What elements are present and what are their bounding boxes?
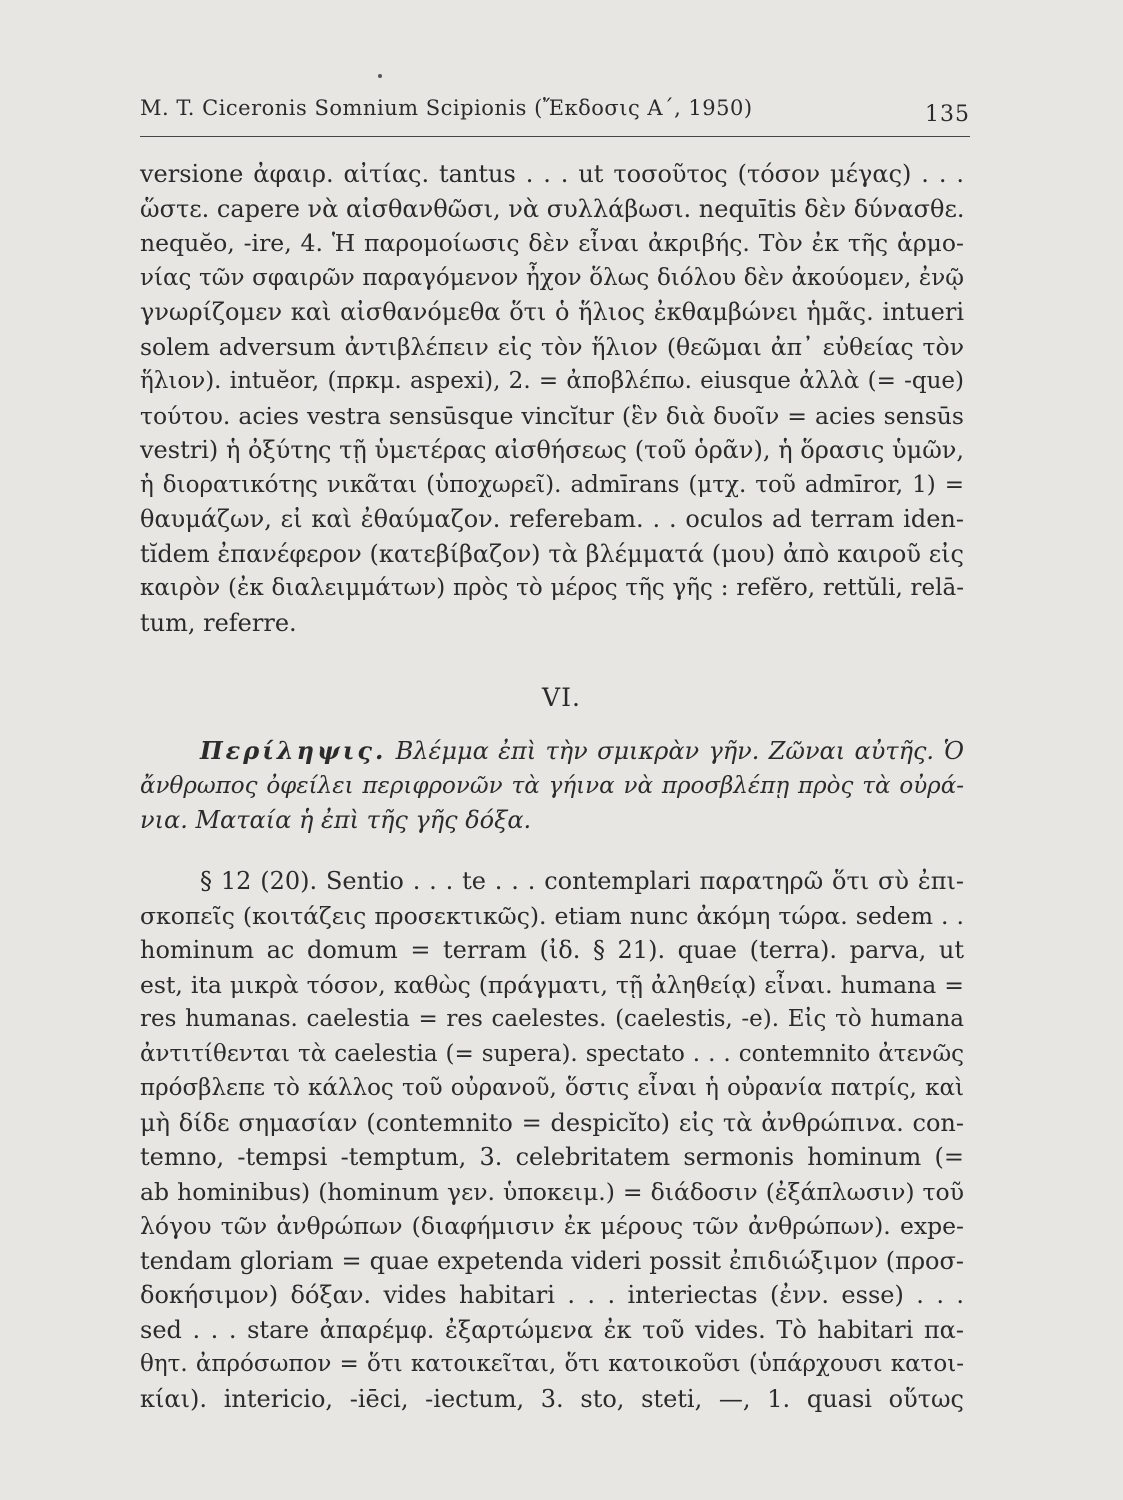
- text-line: θαυμάζων, εἰ καὶ ἐθαύμαζον. referebam. . . oculos ad terram iden-: [140, 505, 964, 533]
- text-line: δοκήσιμον) δόξαν. vides habitari . . . interiectas (ἐνν. esse) . . .: [140, 1281, 964, 1309]
- text-line: λόγου τῶν ἀνθρώπων (διαφήμισιν ἐκ μέρους τῶν ἀνθρώπων). expe-: [140, 1212, 964, 1240]
- text-line: tum, referre.: [140, 608, 297, 637]
- running-title: M. T. Ciceronis Somnium Scipionis (Ἔκδοσις Α΄, 1950): [140, 96, 753, 120]
- text-line: ὥστε. capere νὰ αἰσθανθῶσι, νὰ συλλάβωσι. nequītis δὲν δύνασθε.: [140, 194, 965, 223]
- text-line: solem adversum ἀντιβλέπειν εἰς τὸν ἥλιον (θεῶμαι ἀπ᾽ εὐθείας τὸν: [140, 332, 964, 361]
- running-header: [140, 96, 970, 137]
- page-number: 135: [925, 102, 970, 127]
- text-line: θητ. ἀπρόσωπον = ὅτι κατοικεῖται, ὅτι κατοικοῦσι (ὑπάρχουσι κατοι-: [140, 1351, 964, 1377]
- print-speck: [378, 74, 382, 78]
- text-line: τούτου. acies vestra sensūsque vincĭtur (ἓν διὰ δυοῖν = acies sensūs: [140, 401, 964, 430]
- text-line: μὴ δίδε σημασίαν (contemnito = despicĭto) εἰς τὰ ἀνθρώπινα. con-: [140, 1108, 964, 1137]
- text-line: versione ἀφαιρ. αἰτίας. tantus . . . ut τοσοῦτος (τόσον μέγας) . . .: [140, 160, 964, 188]
- text-line: πρόσβλεπε τὸ κάλλος τοῦ οὐρανοῦ, ὅστις εἶναι ἡ οὐρανία πατρίς, καὶ: [140, 1075, 964, 1101]
- text-line: res humanas. caelestia = res caelestes. (caelestis, -e). Εἰς τὸ humana: [140, 1006, 964, 1032]
- section-numeral: VI.: [542, 683, 581, 712]
- text-line: sed . . . stare ἀπαρέμφ. ἐξαρτώμενα ἐκ τοῦ vides. Τὸ habitari πα-: [140, 1315, 964, 1344]
- summary-line: ἄνθρωπος ὀφείλει περιφρονῶν τὰ γήινα νὰ προσβλέπῃ πρὸς τὰ οὐρά-: [140, 772, 964, 799]
- text-line: γνωρίζομεν καὶ αἰσθανόμεθα ὅτι ὁ ἥλιος ἐκθαμβώνει ἡμᾶς. intueri: [140, 298, 964, 326]
- text-line: ἡ διορατικότης νικᾶται (ὑποχωρεῖ). admīrans (μτχ. τοῦ admīror, 1) =: [140, 471, 964, 498]
- section-summary: [140, 734, 964, 838]
- text-line: νίας τῶν σφαιρῶν παραγόμενον ἦχον ὅλως διόλου δὲν ἀκούομεν, ἐνῷ: [140, 264, 964, 291]
- text-line: est, ita μικρὰ τόσον, καθὼς (πράγματι, τῇ ἀληθείᾳ) εἶναι. humana =: [140, 970, 964, 999]
- text-line: § 12 (20). Sentio . . . te . . . contemplari παρατηρῶ ὅτι σὺ ἐπι-: [200, 867, 964, 895]
- text-line: hominum ac domum = terram (ἰδ. § 21). quae (terra). parva, ut: [140, 936, 964, 964]
- commentary-top: [140, 157, 964, 640]
- summary-line: νια. Ματαία ἡ ἐπὶ τῆς γῆς δόξα.: [140, 806, 532, 834]
- summary-text: Βλέμμα ἐπὶ τὴν σμικρὰν γῆν. Ζῶναι αὐτῆς. Ὁ: [395, 737, 964, 765]
- text-line: καιρὸν (ἐκ διαλειμμάτων) πρὸς τὸ μέρος τῆς γῆς : refĕro, rettŭli, relā-: [140, 575, 964, 601]
- text-line: temno, -tempsi -temptum, 3. celebritatem sermonis hominum (=: [140, 1143, 964, 1171]
- text-line: tĭdem ἐπανέφερον (κατεβίβαζον) τὰ βλέμματά (μου) ἀπὸ καιροῦ εἰς: [140, 539, 964, 568]
- summary-lead: Περίληψις.: [200, 736, 387, 765]
- text-line: ab hominibus) (hominum γεν. ὑποκειμ.) = διάδοσιν (ἐξάπλωσιν) τοῦ: [140, 1177, 964, 1206]
- text-line: nequĕo, -ire, 4. Ἡ παρομοίωσις δὲν εἶναι ἀκριβής. Τὸν ἐκ τῆς ἁρμο-: [140, 229, 964, 257]
- text-line: σκοπεῖς (κοιτάζεις προσεκτικῶς). etiam nunc ἀκόμη τώρα. sedem . .: [140, 901, 964, 930]
- summary-line: [140, 734, 964, 769]
- text-line: ἀντιτίθενται τὰ caelestia (= supera). spectato . . . contemnito ἀτενῶς: [140, 1040, 964, 1067]
- commentary-bottom: [140, 864, 964, 1416]
- text-line: tendam gloriam = quae expetenda videri possit ἐπιδιώξιμον (προσ-: [140, 1246, 964, 1275]
- text-line: κίαι). intericio, -iēci, -iectum, 3. sto, steti, —, 1. quasi οὕτως: [140, 1384, 964, 1413]
- text-line: ἥλιον). intuĕor, (πρκμ. aspexi), 2. = ἀποβλέπω. eiusque ἀλλὰ (= -que): [140, 368, 964, 394]
- text-line: vestri) ἡ ὀξύτης τῇ ὑμετέρας αἰσθήσεως (τοῦ ὁρᾶν), ἡ ὅρασις ὑμῶν,: [140, 436, 964, 464]
